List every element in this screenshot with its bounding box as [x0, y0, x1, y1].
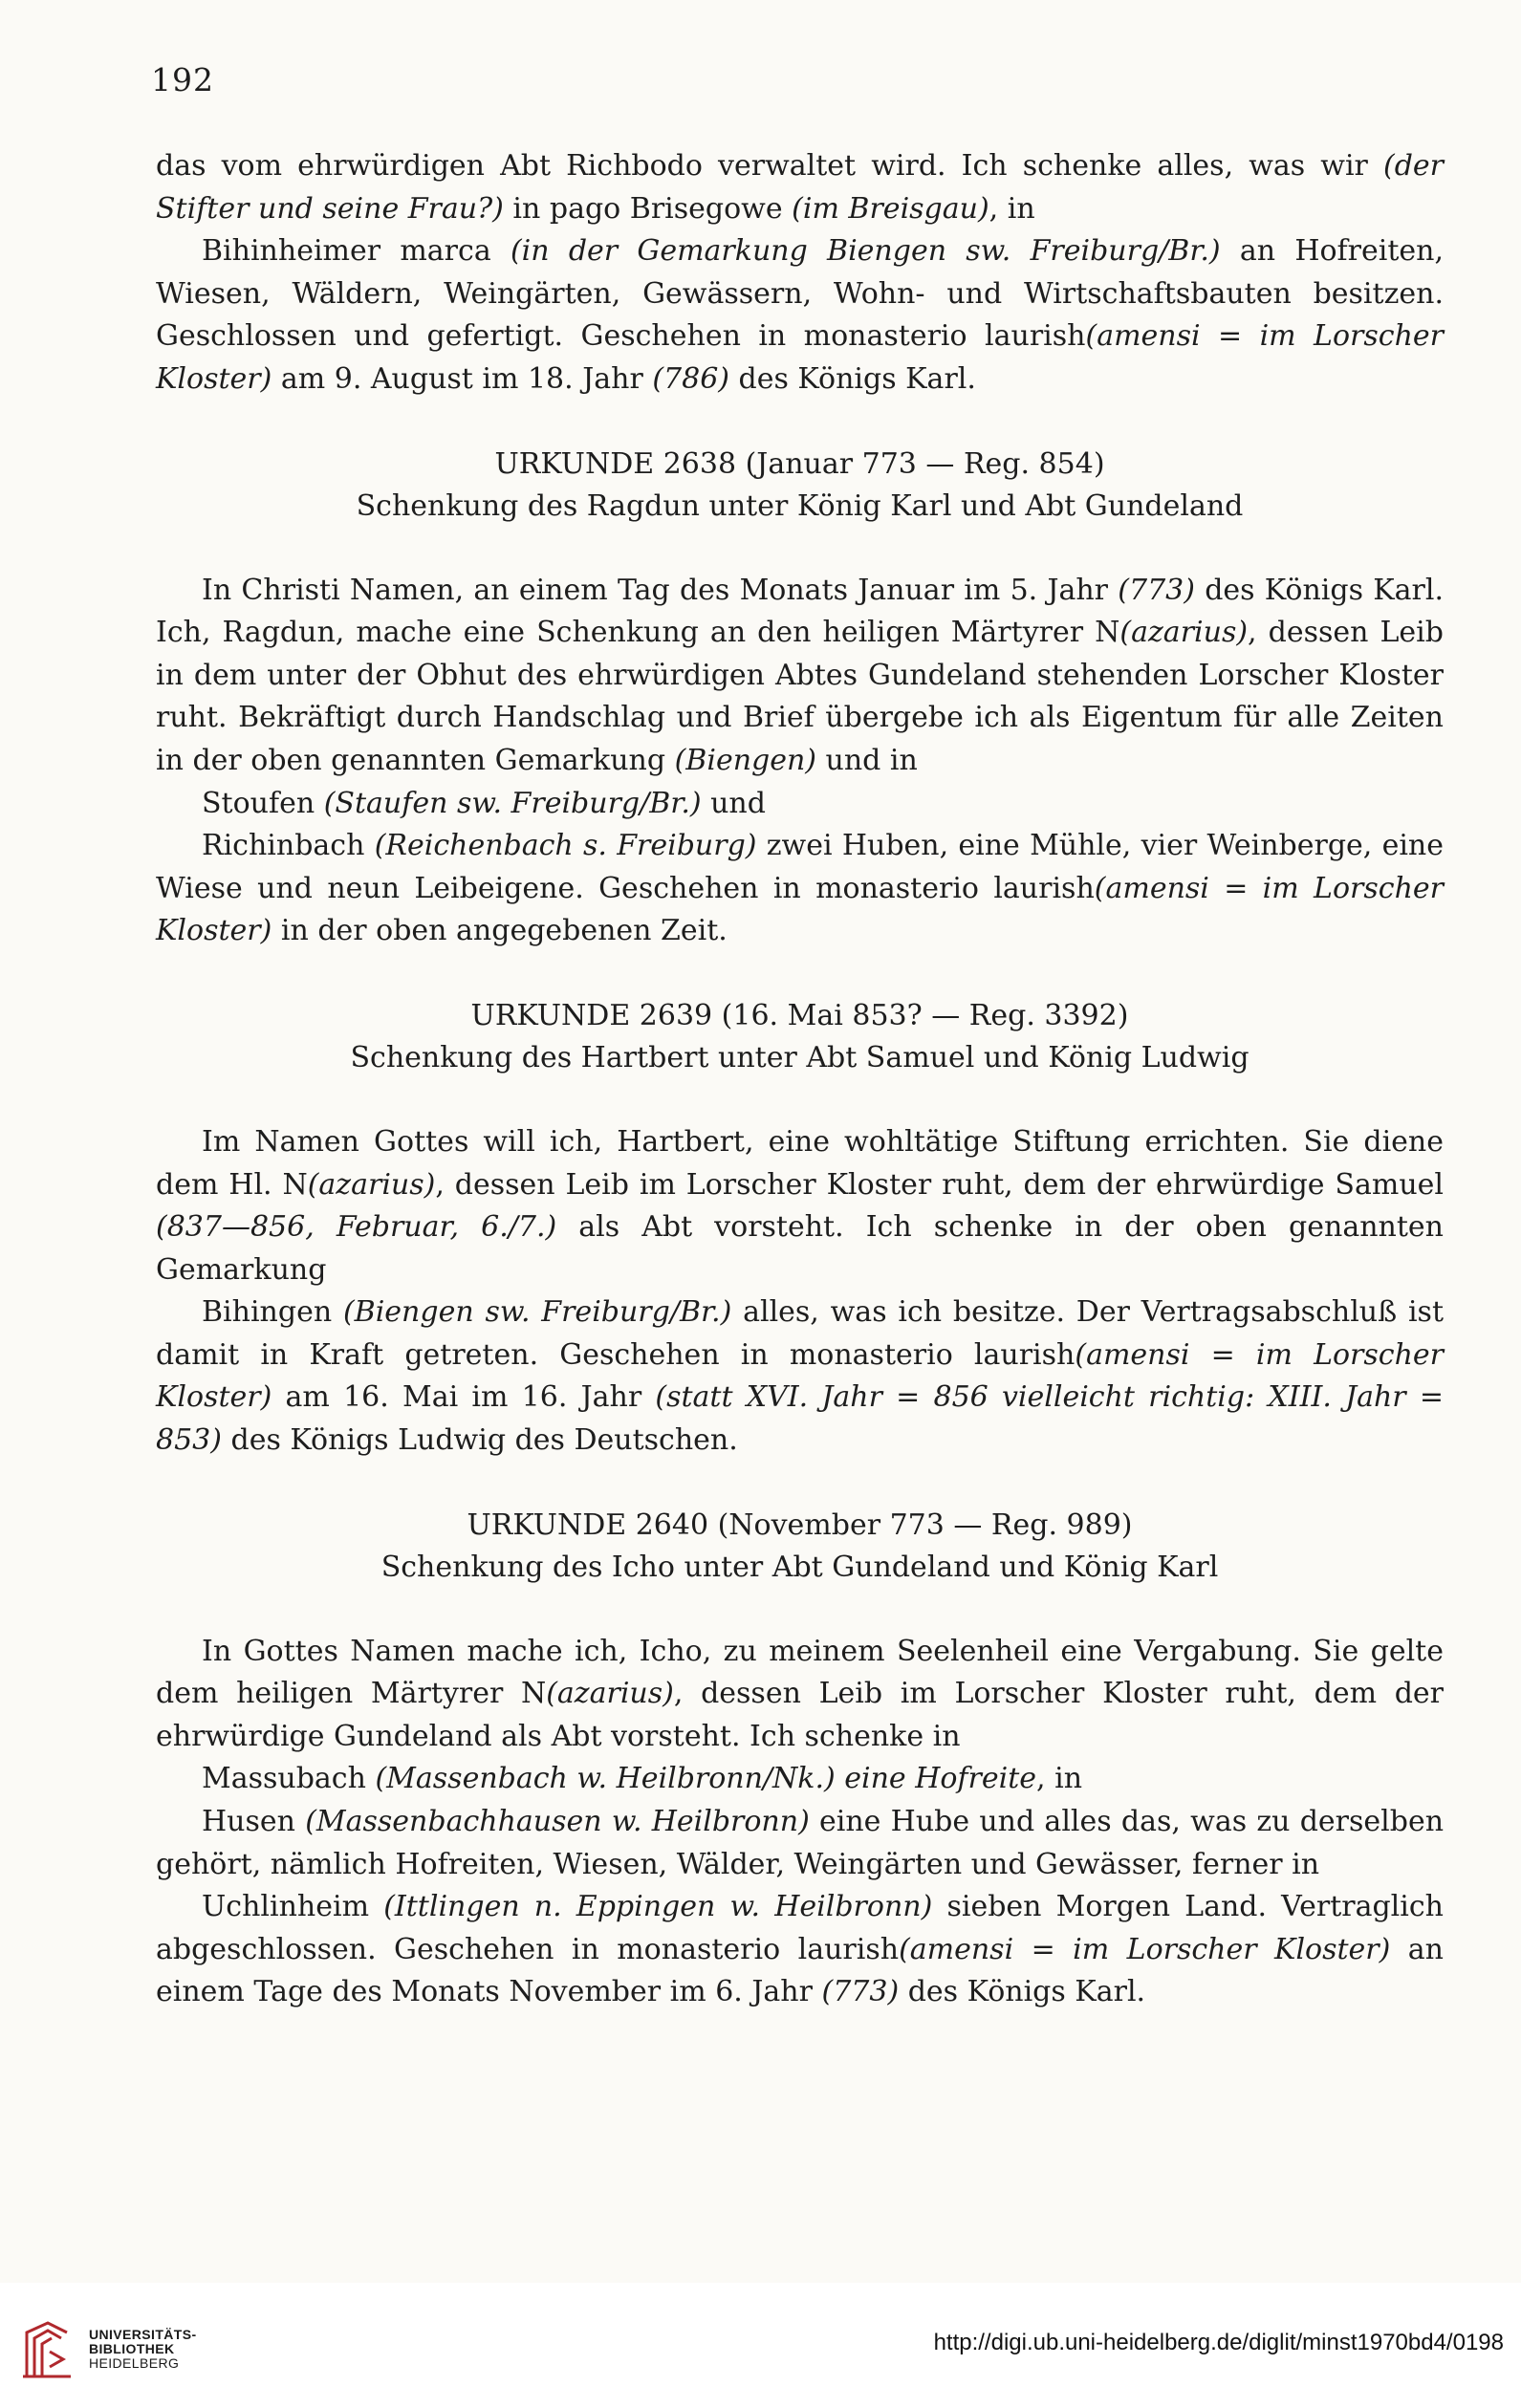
source-url: http://digi.ub.uni-heidelberg.de/diglit/minst1970bd4/0198: [933, 2330, 1504, 2355]
footer-bar: [0, 2283, 1521, 2408]
section-paragraph: In Christi Namen, an einem Tag des Monats Januar im 5. Jahr (773) des Königs Karl. Ich, Ragdun, mache eine Schenkung an den heiligen Märtyrer N(azarius), dessen Leib in dem unter der Obhut des ehrwürdigen Abtes Gundeland stehenden Lorscher Kloster ruht. Bekräftigt durch Handschlag und Brief übergebe ich als Eigentum für alle Zeiten in der oben genannten Gemarkung (Biengen) und in: [156, 573, 1445, 777]
section-paragraph: Massubach (Massenbach w. Heilbronn/Nk.) eine Hofreite, in: [202, 1762, 1083, 1796]
section-title: Schenkung des Hartbert unter Abt Samuel und König Ludwig: [350, 1040, 1249, 1074]
document-body: [156, 145, 1444, 2014]
section-paragraph: In Gottes Namen mache ich, Icho, zu meinem Seelenheil eine Vergabung. Sie gelte dem heiligen Märtyrer N(azarius), dessen Leib im Lorscher Kloster ruht, dem der ehrwürdige Gundeland als Abt vorsteht. Ich schenke in: [156, 1634, 1444, 1753]
library-logo-icon: [19, 2319, 75, 2380]
section-heading: URKUNDE 2640 (November 773 — Reg. 989): [467, 1508, 1133, 1542]
section-paragraph: Bihingen (Biengen sw. Freiburg/Br.) alles, was ich besitze. Der Vertragsabschluß ist damit in Kraft getreten. Geschehen in monasterio laurish(amensi = im Lorscher Kloster) am 16. Mai im 16. Jahr (statt XVI. Jahr = 856 vielleicht richtig: XIII. Jahr = 853) des Königs Ludwig des Deutschen.: [156, 1295, 1445, 1458]
section-paragraph: Husen (Massenbachhausen w. Heilbronn) eine Hube und alles das, was zu derselben gehört, nämlich Hofreiten, Wiesen, Wälder, Weingärten und Gewässer, ferner in: [156, 1805, 1445, 1881]
library-name: UNIVERSITÄTS- BIBLIOTHEK HEIDELBERG: [89, 2327, 197, 2371]
section-paragraph: Richinbach (Reichenbach s. Freiburg) zwei Huben, eine Mühle, vier Weinberge, eine Wiese und neun Leibeigene. Geschehen in monasterio laurish(amensi = im Lorscher Kloster) in der oben angegebenen Zeit.: [156, 829, 1444, 948]
section-paragraph: Stoufen (Staufen sw. Freiburg/Br.) und: [202, 786, 766, 820]
section-heading: URKUNDE 2638 (Januar 773 — Reg. 854): [494, 446, 1105, 481]
page-number: 192: [151, 61, 214, 98]
intro-paragraph: das vom ehrwürdigen Abt Richbodo verwaltet wird. Ich schenke alles, was wir (der Stifter und seine Frau?) in pago Brisegowe (im Breisgau), in: [156, 149, 1444, 226]
section-paragraph: Im Namen Gottes will ich, Hartbert, eine wohltätige Stiftung errichten. Sie diene dem Hl. N(azarius), dessen Leib im Lorscher Kloster ruht, dem der ehrwürdige Samuel (837—856, Februar, 6./7.) als Abt vorsteht. Ich schenke in der oben genannten Gemarkung: [156, 1124, 1444, 1287]
intro-paragraph: Bihinheimer marca (in der Gemarkung Biengen sw. Freiburg/Br.) an Hofreiten, Wiesen, Wäldern, Weingärten, Gewässern, Wohn- und Wirtschaftsbauten besitzen. Geschlossen und gefertigt. Geschehen in monasterio laurish(amensi = im Lorscher Kloster) am 9. August im 18. Jahr (786) des Königs Karl.: [156, 234, 1444, 396]
section-paragraph: Uchlinheim (Ittlingen n. Eppingen w. Heilbronn) sieben Morgen Land. Vertraglich abgeschlossen. Geschehen in monasterio laurish(amensi = im Lorscher Kloster) an einem Tage des Monats November im 6. Jahr (773) des Königs Karl.: [156, 1890, 1445, 2009]
section-title: Schenkung des Ragdun unter König Karl und Abt Gundeland: [356, 488, 1244, 523]
section-heading: URKUNDE 2639 (16. Mai 853? — Reg. 3392): [470, 998, 1129, 1032]
section-title: Schenkung des Icho unter Abt Gundeland und König Karl: [380, 1550, 1219, 1584]
